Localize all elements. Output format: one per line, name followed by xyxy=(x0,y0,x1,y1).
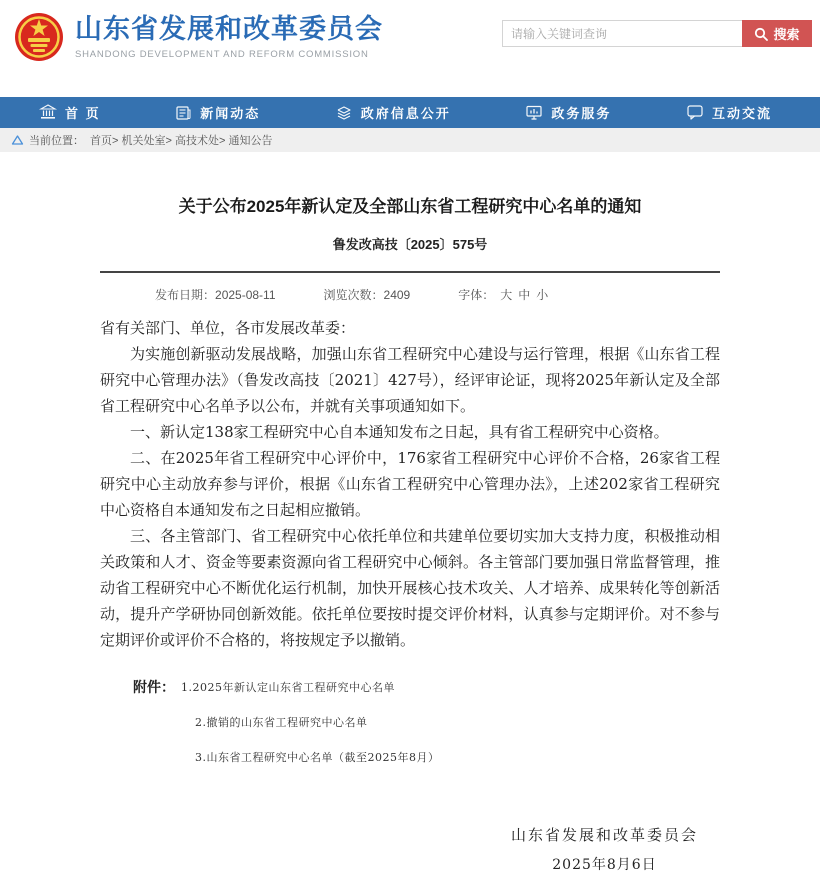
nav-label-home: 首 页 xyxy=(65,106,101,121)
paragraph-item-1: 一、新认定138家工程研究中心自本通知发布之日起，具有省工程研究中心资格。 xyxy=(130,423,669,441)
nav-label-info-disclosure: 政府信息公开 xyxy=(360,106,451,121)
publish-date-label: 发布日期： xyxy=(155,288,216,302)
view-count-label: 浏览次数： xyxy=(323,288,384,302)
location-triangle-icon xyxy=(12,135,23,145)
paragraph-item-2: 二、在2025年省工程研究中心评价中，176家省工程研究中心评价不合格，26家省工程研究中心主动放弃参与评价，根据《山东省工程研究中心管理办法》，上述202家省工程研究中心资格自本通知发布之日起相应撤销。 xyxy=(100,449,720,519)
main-nav xyxy=(0,97,820,128)
signature-org: 山东省发展和改革委员会 xyxy=(510,826,698,844)
bank-icon xyxy=(40,105,56,120)
breadcrumb xyxy=(0,128,820,152)
font-size-small-button[interactable]: 小 xyxy=(536,288,549,302)
org-name-english: SHANDONG DEVELOPMENT AND REFORM COMMISSION xyxy=(75,48,369,60)
paragraph-intro: 为实施创新驱动发展战略，加强山东省工程研究中心建设与运行管理，根据《山东省工程研究中心管理办法》（鲁发改高技〔2021〕427号），经评审论证，现将2025年新认定及全部省工程研究中心名单予以公布，并就有关事项通知如下。 xyxy=(100,345,720,415)
nav-item-gov-services[interactable] xyxy=(526,103,611,122)
chat-icon xyxy=(687,105,703,120)
nav-item-news[interactable] xyxy=(176,103,260,122)
attachment-link-1[interactable]: 1.2025年新认定山东省工程研究中心名单 xyxy=(181,681,395,694)
publish-date xyxy=(155,286,276,303)
view-count xyxy=(324,286,411,303)
nav-item-interaction[interactable] xyxy=(687,103,772,122)
nav-label-interaction: 互动交流 xyxy=(711,106,772,121)
nav-label-gov-services: 政务服务 xyxy=(551,106,612,121)
font-size-medium-button[interactable]: 中 xyxy=(518,288,531,302)
breadcrumb-prefix: 当前位置： xyxy=(29,135,84,147)
page-title: 关于公布2025年新认定及全部山东省工程研究中心名单的通知 xyxy=(178,197,642,216)
paragraph-salutation: 省有关部门、单位，各市发展改革委： xyxy=(100,319,356,337)
attachments-list xyxy=(181,677,440,784)
site-brand[interactable] xyxy=(14,11,383,63)
article-body xyxy=(100,315,720,653)
monitor-icon xyxy=(526,105,542,120)
document-number: 鲁发改高技〔2025〕575号 xyxy=(332,237,488,252)
search-icon xyxy=(754,27,768,41)
signature-date: 2025年8月6日 xyxy=(552,857,657,873)
article-meta xyxy=(100,286,720,303)
signature-block xyxy=(100,824,720,874)
search-area xyxy=(502,20,812,47)
title-divider xyxy=(100,271,720,273)
brand-text xyxy=(75,14,383,59)
font-size-control xyxy=(458,286,548,303)
nav-item-home[interactable] xyxy=(40,103,101,122)
attachments-label: 附件： xyxy=(133,680,175,696)
paragraph-item-3: 三、各主管部门、省工程研究中心依托单位和共建单位要切实加大支持力度，积极推动相关政策和人才、资金等要素资源向省工程研究中心倾斜。各主管部门要加强日常监督管理，推动省工程研究中心不断优化运行机制，加快开展核心技术攻关、人才培养、成果转化等创新活动，提升产学研协同创新效能。依托单位要按时提交评价材料，认真参与定期评价。对不参与定期评价或评价不合格的，将按规定予以撤销。 xyxy=(100,527,720,649)
search-button[interactable] xyxy=(742,20,812,47)
font-size-label: 字体： xyxy=(458,288,495,302)
layers-icon xyxy=(336,105,352,120)
newspaper-icon xyxy=(176,106,191,120)
font-size-large-button[interactable]: 大 xyxy=(500,288,513,302)
nav-item-info-disclosure[interactable] xyxy=(336,103,451,122)
org-name: 山东省发展和改革委员会 xyxy=(75,14,383,45)
site-header xyxy=(0,0,820,97)
view-count-value: 2409 xyxy=(383,288,411,302)
publish-date-value: 2025-08-11 xyxy=(215,288,276,302)
article xyxy=(100,192,720,874)
nav-label-news: 新闻动态 xyxy=(200,106,261,121)
search-input[interactable] xyxy=(502,20,742,47)
national-emblem-icon xyxy=(14,11,64,63)
search-button-label: 搜索 xyxy=(773,27,800,42)
attachment-link-2[interactable]: 2.撤销的山东省工程研究中心名单 xyxy=(195,716,368,729)
breadcrumb-path[interactable]: 首页> 机关处室> 高技术处> 通知公告 xyxy=(90,135,273,147)
attachments-section xyxy=(133,677,720,784)
attachment-link-3[interactable]: 3.山东省工程研究中心名单（截至2025年8月） xyxy=(195,751,440,764)
